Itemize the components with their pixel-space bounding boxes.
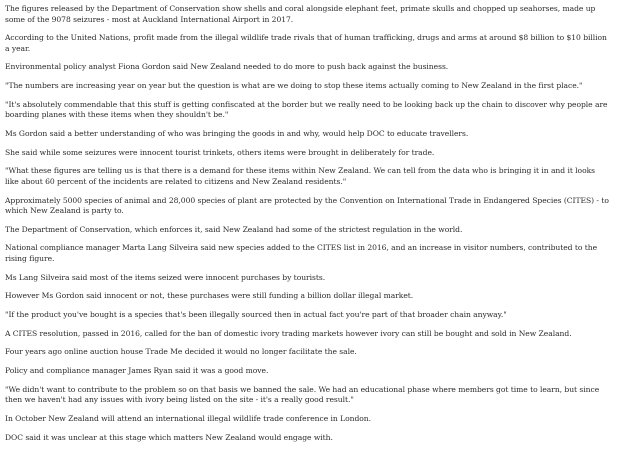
paragraph-quote-border: "It's absolutely commendable that this stuff is getting confiscated at the border but we really need to be looking back up the chain to discover why people are boarding planes with these items when they shouldn't be." — [5, 99, 608, 120]
paragraph-silveira-species: National compliance manager Marta Lang Silveira said new species added to the CITES list in 2016, and an increase in visitor numbers, contributed to the rising figure. — [5, 243, 598, 263]
paragraph-seizure-figures: The figures released by the Department of Conservation show shells and coral alongside elephant feet, primate skulls and chopped up seahorses, made up some of the 9078 seizures - most at Auckland International Airport in 2017. — [5, 4, 596, 24]
paragraph-quote-broader-chain: "If the product you've bought is a species that's been illegally sourced then in actual fact you're part of that broader chain anyway." — [5, 309, 507, 319]
article-body — [5, 4, 611, 451]
paragraph-cites-species: Approximately 5000 species of animal and 28,000 species of plant are protected by the Convention on International Trade in Endangered Species (CITES) - to which New Zealand is party to. — [5, 195, 609, 215]
paragraph-trinkets: She said while some seizures were innocent tourist trinkets, others items were brought in deliberately for trade. — [5, 147, 435, 157]
paragraph-london-conference: In October New Zealand will attend an international illegal wildlife trade conference in London. — [5, 413, 371, 423]
paragraph-gordon-intro: Environmental policy analyst Fiona Gordon said New Zealand needed to do more to push back against the business. — [5, 62, 449, 72]
paragraph-ryan-good-move: Policy and compliance manager James Ryan said it was a good move. — [5, 366, 269, 375]
paragraph-quote-numbers: "The numbers are increasing year on year but the question is what are we doing to stop these items actually coming to New Zealand in the first place." — [5, 81, 583, 91]
paragraph-funding-market: However Ms Gordon said innocent or not, these purchases were still funding a billion dollar illegal market. — [5, 291, 414, 301]
paragraph-trade-me: Four years ago online auction house Trade Me decided it would no longer facilitate the sale. — [5, 347, 357, 357]
paragraph-educate-travellers: Ms Gordon said a better understanding of who was bringing the goods in and why, would help DOC to educate travellers. — [5, 128, 469, 138]
paragraph-doc-unclear: DOC said it was unclear at this stage which matters New Zealand would engage with. — [5, 432, 333, 442]
paragraph-quote-demand: "What these figures are telling us is that there is a demand for these items within New Zealand. We can tell from the data who is bringing it in and it looks like about 60 percent of the incidents are related to citizens and New Zealand residents." — [5, 166, 596, 186]
paragraph-innocent-purchases: Ms Lang Silveira said most of the items seized were innocent purchases by tourists. — [5, 272, 326, 282]
paragraph-un-profit: According to the United Nations, profit made from the illegal wildlife trade rivals that of human trafficking, drugs and arms at around $8 billion to $10 billion a year. — [5, 33, 607, 53]
paragraph-doc-regulation: The Department of Conservation, which enforces it, said New Zealand had some of the strictest regulation in the world. — [5, 224, 463, 234]
paragraph-cites-resolution: A CITES resolution, passed in 2016, called for the ban of domestic ivory trading markets however ivory can still be bought and sold in New Zealand. — [5, 328, 572, 338]
paragraph-quote-ban: "We didn't want to contribute to the problem so on that basis we banned the sale. We had an educational phase where members got time to learn, but since then we haven't had any issues with ivory being listed on the site - it's a really good result." — [5, 384, 600, 405]
